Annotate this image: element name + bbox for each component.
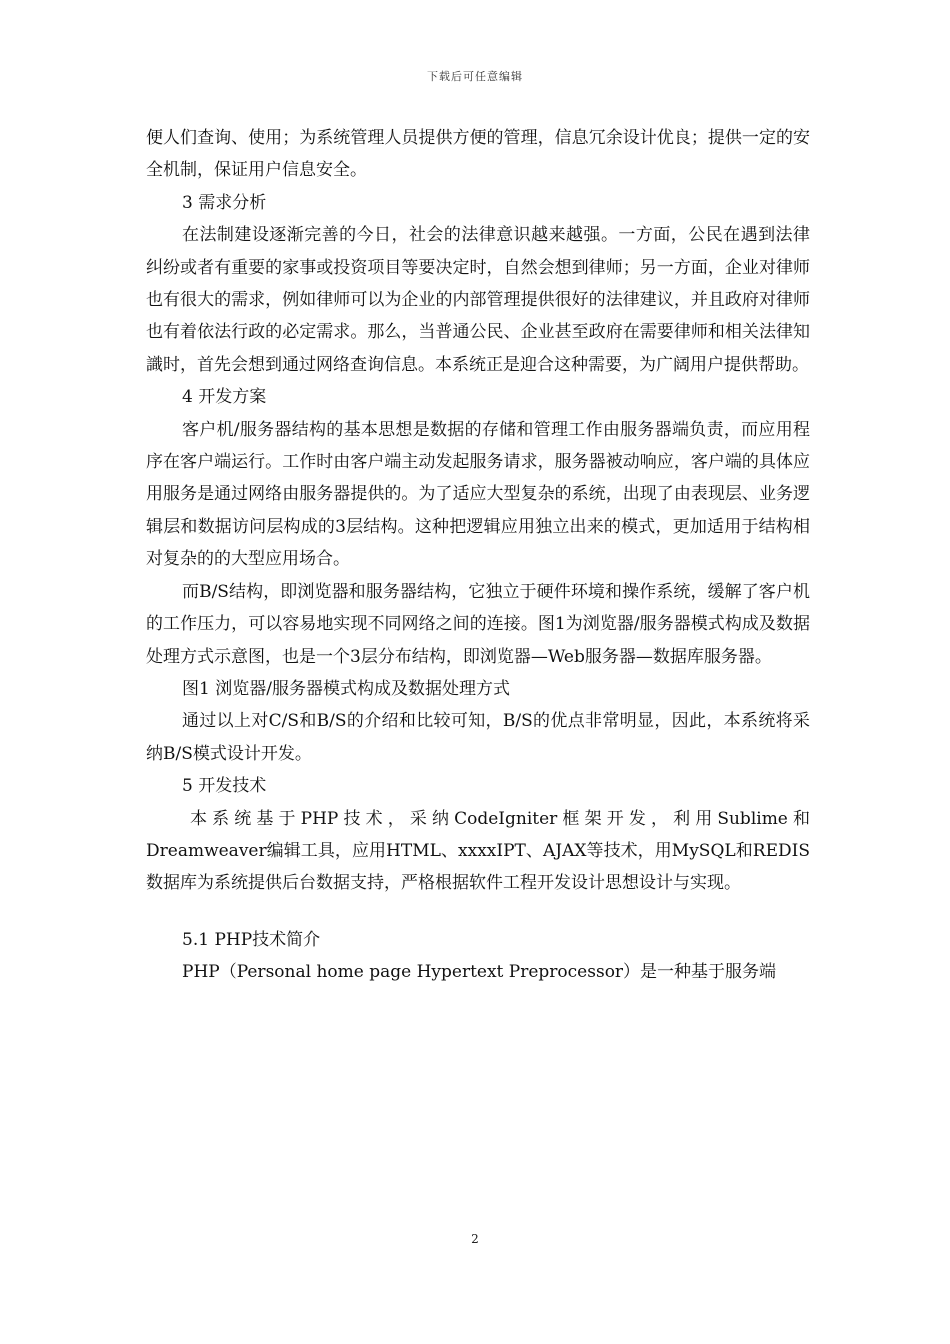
paragraph: 本系统基于PHP技术，采纳CodeIgniter框架开发，利用Sublime和Dreamweaver编辑工具，应用HTML、xxxxIPT、AJAX等技术，用MySQL和REDIS数据库为系统提供后台数据支持，严格根据软件工程开发设计思想设计与实现。 — [146, 808, 810, 894]
section-heading-requirements: 3 需求分析 — [182, 192, 267, 213]
paragraph: PHP（Personal home page Hypertext Preprocessor）是一种基于服务端 — [182, 962, 777, 983]
figure-caption: 图1 浏览器/服务器模式构成及数据处理方式 — [182, 678, 510, 699]
spacer — [146, 900, 810, 924]
paragraph: 便人们查询、使用；为系统管理人员提供方便的管理，信息冗余设计优良；提供一定的安全机制，保证用户信息安全。 — [146, 128, 810, 181]
paragraph: 在法制建设逐渐完善的今日，社会的法律意识越来越强。一方面，公民在遇到法律纠纷或者有重要的家事或投资项目等要决定时，自然会想到律师；另一方面，企业对律师也有很大的需求，例如律师可以为企业的内部管理提供很好的法律建议，并且政府对律师也有着依法行政的必定需求。那么，当普通公民、企业甚至政府在需要律师和相关法律知識时，首先会想到通过网络查询信息。本系统正是迎合这种需要，为广阔用户提供帮助。 — [146, 225, 810, 375]
subsection-heading-php: 5.1 PHP技术简介 — [182, 929, 321, 950]
section-heading-development-plan: 4 开发方案 — [182, 387, 267, 408]
page-header: 下载后可任意编辑 — [427, 70, 523, 83]
page-number: 2 — [471, 1232, 479, 1246]
paragraph: 客户机/服务器结构的基本思想是数据的存储和管理工作由服务器端负责，而应用程序在客户端运行。工作时由客户端主动发起服务请求，服务器被动响应，客户端的具体应用服务是通过网络由服务器提供的。为了适应大型复杂的系统，出现了由表现层、业务逻辑层和数据访问层构成的3层结构。这种把逻辑应用独立出来的模式，更加适用于结构相对复杂的的大型应用场合。 — [146, 419, 810, 570]
paragraph: 通过以上对C/S和B/S的介绍和比较可知，B/S的优点非常明显，因此，本系统将采纳B/S模式设计开发。 — [146, 711, 810, 764]
paragraph: 而B/S结构，即浏览器和服务器结构，它独立于硬件环境和操作系统，缓解了客户机的工作压力，可以容易地实现不同网络之间的连接。图1为浏览器/服务器模式构成及数据处理方式示意图，也是一个3层分布结构，即浏览器—Web服务器—数据库服务器。 — [146, 581, 810, 667]
section-heading-development-technology: 5 开发技术 — [182, 776, 267, 797]
document-body — [146, 122, 810, 989]
